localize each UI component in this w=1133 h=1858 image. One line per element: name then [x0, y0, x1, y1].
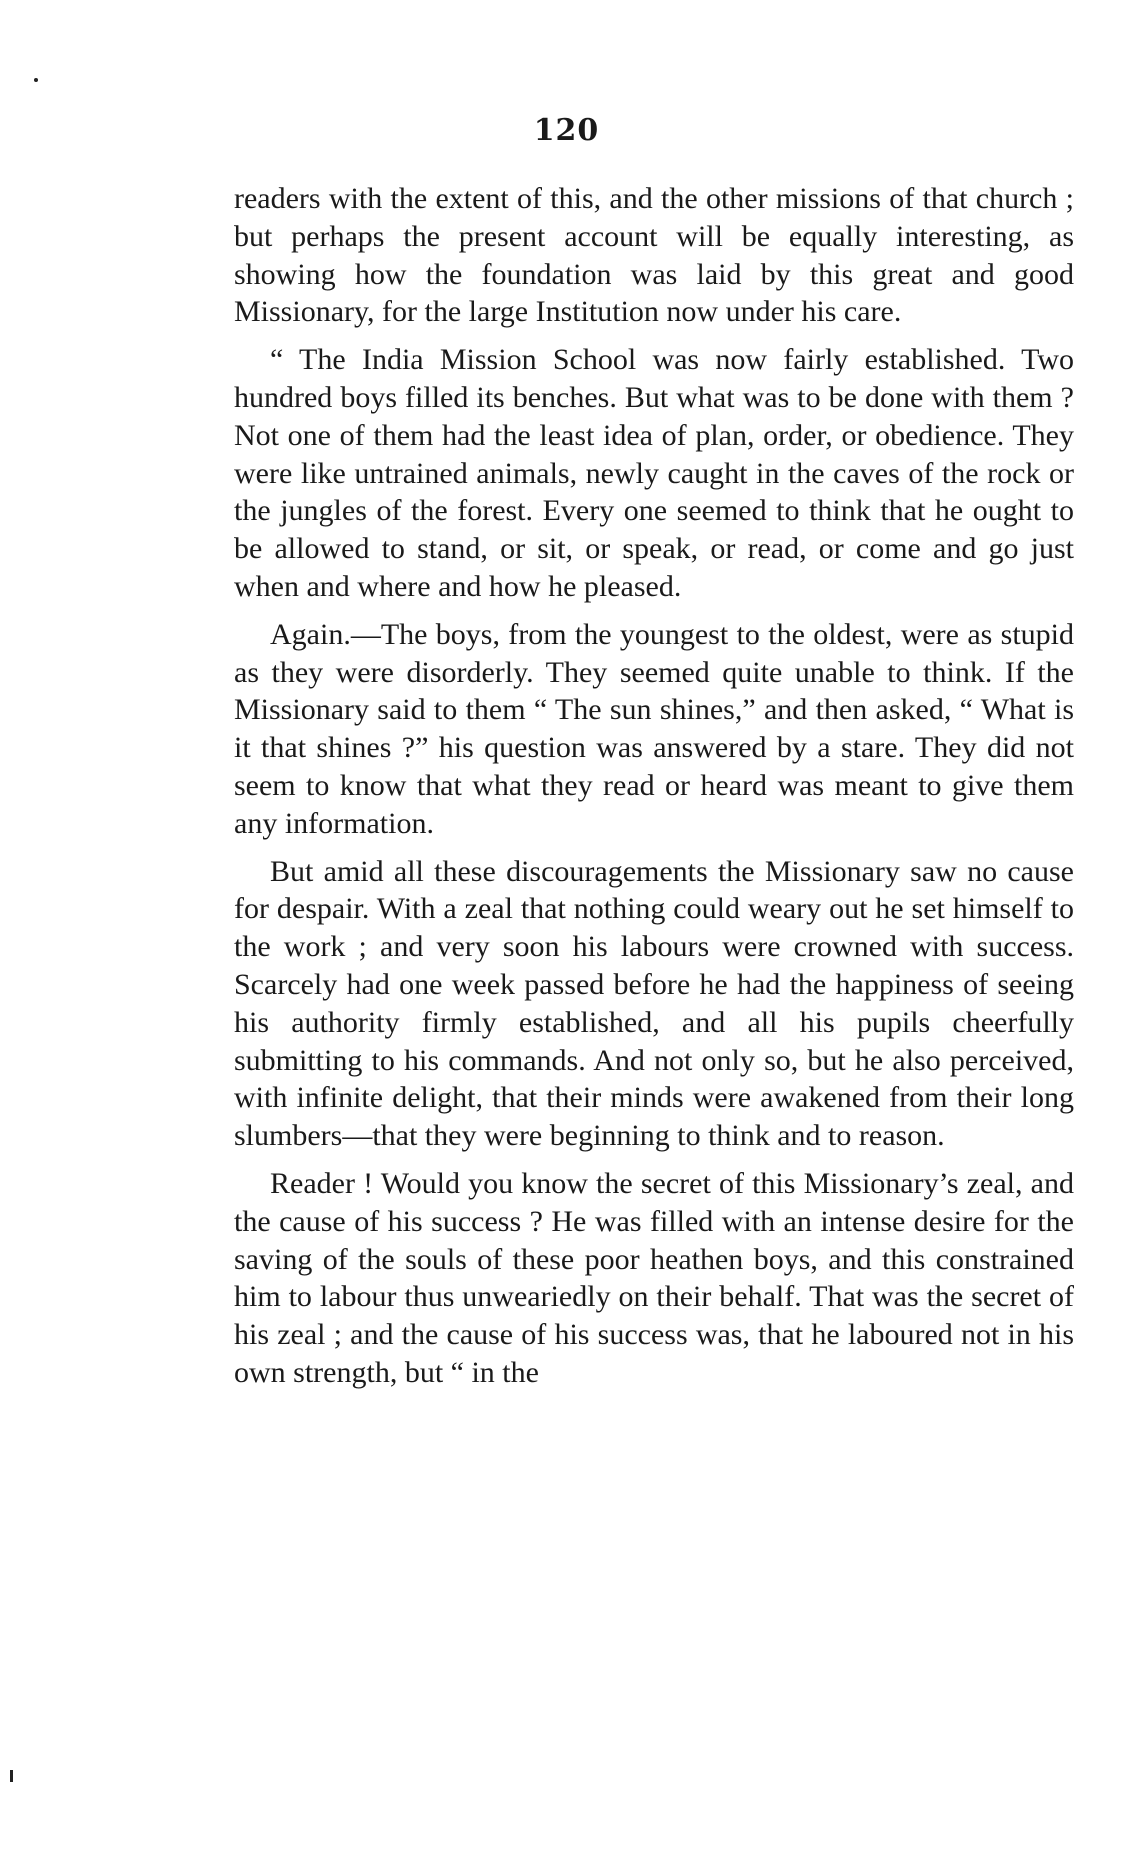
body-text — [234, 180, 1074, 1402]
paragraph: But amid all these discouragements the Missionary saw no cause for despair. With a zeal that nothing could weary out he set himself to the work ; and very soon his labours were crowned with success. Scarcely had one week passed before he had the happiness of seeing his authority firmly established, and all his pupils cheerfully submitting to his commands. And not only so, but he also perceived, with infinite delight, that their minds were awakened from their long slumbers—that they were beginning to think and to reason. — [234, 854, 1074, 1153]
page-number: 120 — [533, 113, 600, 148]
scan-speck-top — [34, 78, 38, 82]
scan-speck-bottom — [10, 1770, 13, 1782]
paragraph-continuation: readers with the extent of this, and the other missions of that church ; but perhaps the present account will be equally interesting, as showing how the foundation was laid by this great and good Missionary, for the large Institution now under his care. — [234, 182, 1074, 329]
paragraph: Again.—The boys, from the youngest to the oldest, were as stupid as they were disorderly. They seemed quite unable to think. If the Missionary said to them “ The sun shines,” and then asked, “ What is it that shines ?” his question was answered by a stare. They did not seem to know that what they read or heard was meant to give them any information. — [234, 617, 1074, 840]
paragraph: Reader ! Would you know the secret of this Missionary’s zeal, and the cause of his success ? He was filled with an intense desire for the saving of the souls of these poor heathen boys, and this constrained him to labour thus unweariedly on their behalf. That was the secret of his zeal ; and the cause of his success was, that he laboured not in his own strength, but “ in the — [234, 1166, 1074, 1389]
paragraph: “ The India Mission School was now fairly established. Two hundred boys filled its benches. But what was to be done with them ? Not one of them had the least idea of plan, order, or obedience. They were like untrained animals, newly caught in the caves of the rock or the jungles of the forest. Every one seemed to think that he ought to be allowed to stand, or sit, or speak, or read, or come and go just when and where and how he pleased. — [234, 343, 1074, 603]
